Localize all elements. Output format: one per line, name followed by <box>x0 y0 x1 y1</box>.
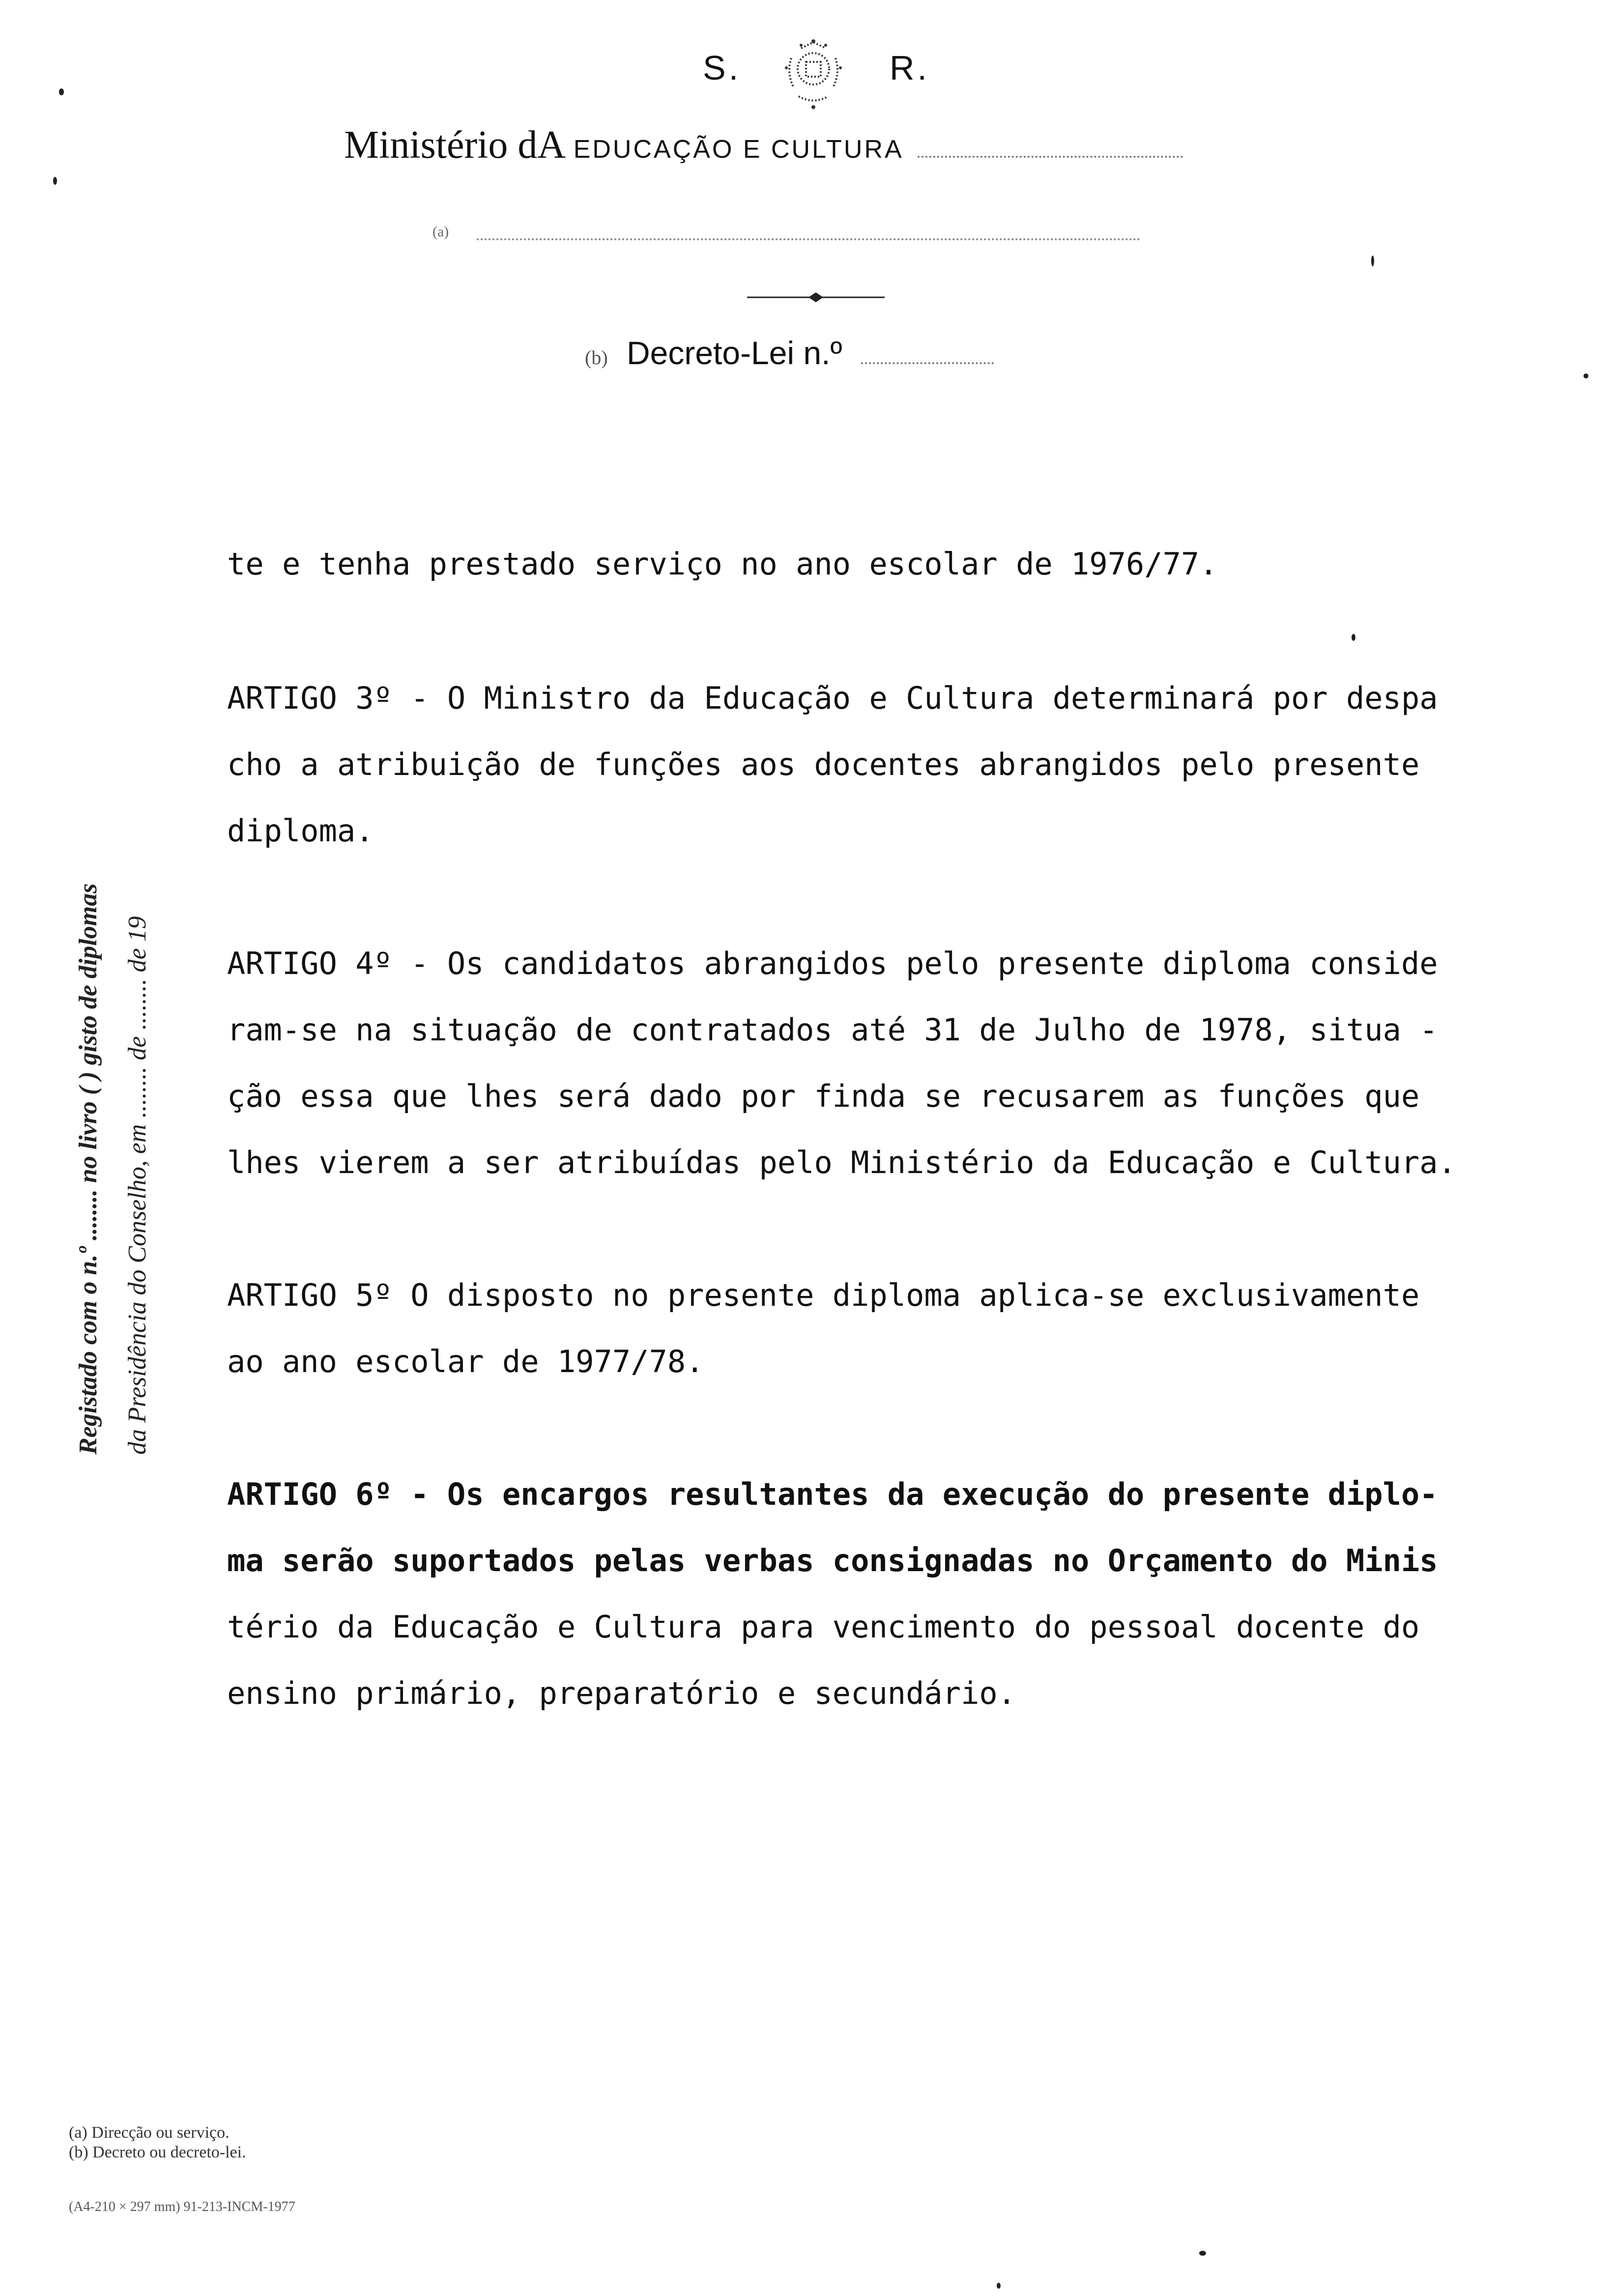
ministry-prefix: Ministério <box>344 123 508 167</box>
article-4-line: ARTIGO 4º - Os candidatos abrangidos pelo presente diploma conside <box>227 946 1438 981</box>
footnote-a: (a) Direcção ou serviço. <box>69 2124 230 2142</box>
decree-body <box>227 531 1574 1726</box>
decree-dotted-line <box>861 362 994 364</box>
decree-label: Decreto-Lei n.º <box>626 335 842 371</box>
ministry-da: dA <box>518 123 564 167</box>
article-6-line: tério da Educação e Cultura para vencimento do pessoal docente do <box>227 1609 1420 1645</box>
footnote-b: (b) Decreto ou decreto-lei. <box>69 2143 246 2161</box>
margin-note-line2: da Presidência do Conselho, em ........ de ........ de 19 <box>123 916 151 1455</box>
scan-speck <box>59 88 64 95</box>
article-6-line: ensino primário, preparatório e secundário. <box>227 1675 1016 1711</box>
article-3-line: cho a atribuição de funções aos docentes abrangidos pelo presente <box>227 746 1420 782</box>
margin-note-presidencia <box>123 916 152 1455</box>
margin-note-line1: Registado com o n.º ........ no livro ( ) gisto de diplomas <box>74 883 102 1455</box>
scan-speck <box>1583 373 1588 378</box>
header-left-letter: S. <box>703 49 742 87</box>
print-code: (A4-210 × 297 mm) 91-213-INCM-1977 <box>69 2199 295 2214</box>
article-3-line: ARTIGO 3º - O Ministro da Educação e Cultura determinará por despa <box>227 680 1438 716</box>
direction-service-line <box>432 224 1199 243</box>
direction-dotted-line <box>477 238 1140 240</box>
decree-number-line <box>585 334 994 372</box>
ministry-heading <box>344 123 1183 168</box>
article-4-line: ram-se na situação de contratados até 31 de Julho de 1978, situa - <box>227 1012 1438 1048</box>
scan-speck <box>53 177 57 185</box>
article-5-line: ao ano escolar de 1977/78. <box>227 1344 704 1379</box>
footnotes <box>69 2123 246 2162</box>
ministry-name: EDUCAÇÃO E CULTURA <box>573 135 904 164</box>
article-6-line: ma serão suportados pelas verbas consignadas no Orçamento do Minis <box>227 1543 1438 1578</box>
article-6-line: ARTIGO 6º - Os encargos resultantes da execução do presente diplo- <box>227 1476 1438 1512</box>
article-5-line: ARTIGO 5º O disposto no presente diploma aplica-se exclusivamente <box>227 1277 1420 1313</box>
footnote-a-mark: (a) <box>432 224 449 240</box>
footnote-b-mark: (b) <box>585 346 608 369</box>
header-emblem-row <box>698 38 953 112</box>
scan-speck <box>1371 256 1374 266</box>
article-4-line: ção essa que lhes será dado por finda se recusarem as funções que <box>227 1078 1420 1114</box>
scan-speck <box>1199 2251 1206 2256</box>
ministry-dotted-line <box>918 156 1183 158</box>
body-line: te e tenha prestado serviço no ano escolar de 1976/77. <box>227 546 1218 582</box>
margin-note-registado <box>74 884 103 1455</box>
scan-speck <box>1352 634 1355 641</box>
coat-of-arms-icon <box>772 38 855 112</box>
article-4-line: lhes vierem a ser atribuídas pelo Ministério da Educação e Cultura. <box>227 1145 1456 1180</box>
ornament-divider <box>742 290 890 305</box>
scan-speck <box>997 2283 1001 2289</box>
header-right-letter: R. <box>890 49 930 87</box>
article-3-line: diploma. <box>227 813 374 849</box>
